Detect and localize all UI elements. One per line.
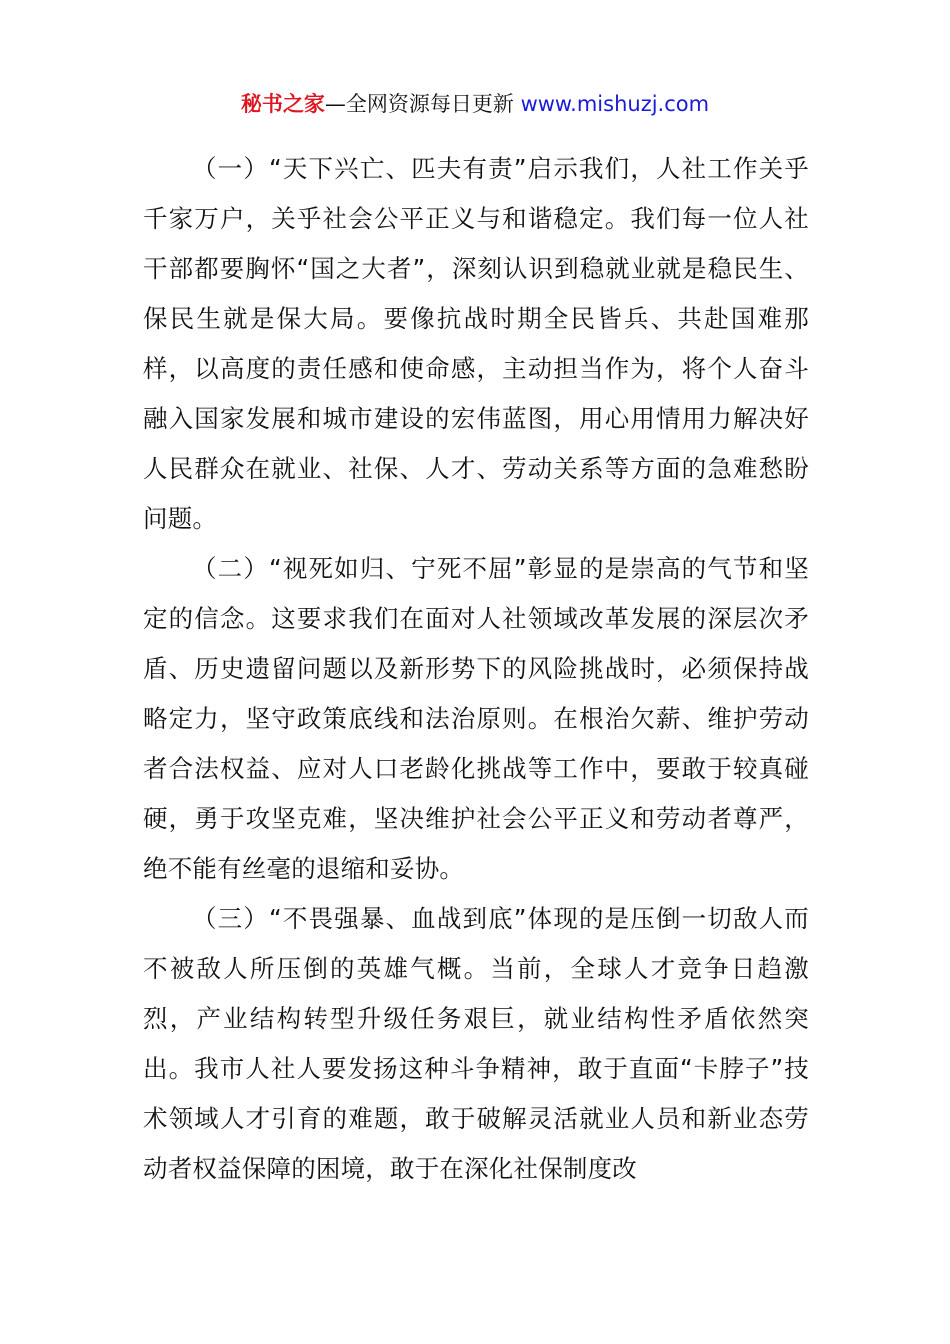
page-header (0, 88, 950, 120)
document-body (143, 144, 809, 1194)
header-brand: 秘书之家 (240, 92, 325, 116)
paragraph-3: （三）“不畏强暴、血战到底”体现的是压倒一切敌人而不被敌人所压倒的英雄气概。当前，全球人才竞争日趋激烈，产业结构转型升级任务艰巨，就业结构性矛盾依然突出。我市人社人要发扬这种斗争精神，敢于直面“卡脖子”技术领域人才引育的难题，敢于破解灵活就业人员和新业态劳动者权益保障的困境，敢于在深化社保制度改 (143, 904, 809, 1183)
paragraph-2: （二）“视死如归、宁死不屈”彰显的是崇高的气节和坚定的信念。这要求我们在面对人社领域改革发展的深层次矛盾、历史遗留问题以及新形势下的风险挑战时，必须保持战略定力，坚守政策底线和法治原则。在根治欠薪、维护劳动者合法权益、应对人口老龄化挑战等工作中，要敢于较真碰硬，勇于攻坚克难，坚决维护社会公平正义和劳动者尊严，绝不能有丝毫的退缩和妥协。 (143, 554, 809, 883)
paragraph-1: （一）“天下兴亡、匹夫有责”启示我们，人社工作关乎千家万户，关乎社会公平正义与和谐稳定。我们每一位人社干部都要胸怀“国之大者”，深刻认识到稳就业就是稳民生、保民生就是保大局。要像抗战时期全民皆兵、共赴国难那样，以高度的责任感和使命感，主动担当作为，将个人奋斗融入国家发展和城市建设的宏伟蓝图，用心用情用力解决好人民群众在就业、社保、人才、劳动关系等方面的急难愁盼问题。 (143, 154, 809, 533)
header-tagline: —全网资源每日更新 (324, 92, 521, 116)
header-site-link[interactable]: www.mishuzj.com (520, 92, 710, 116)
